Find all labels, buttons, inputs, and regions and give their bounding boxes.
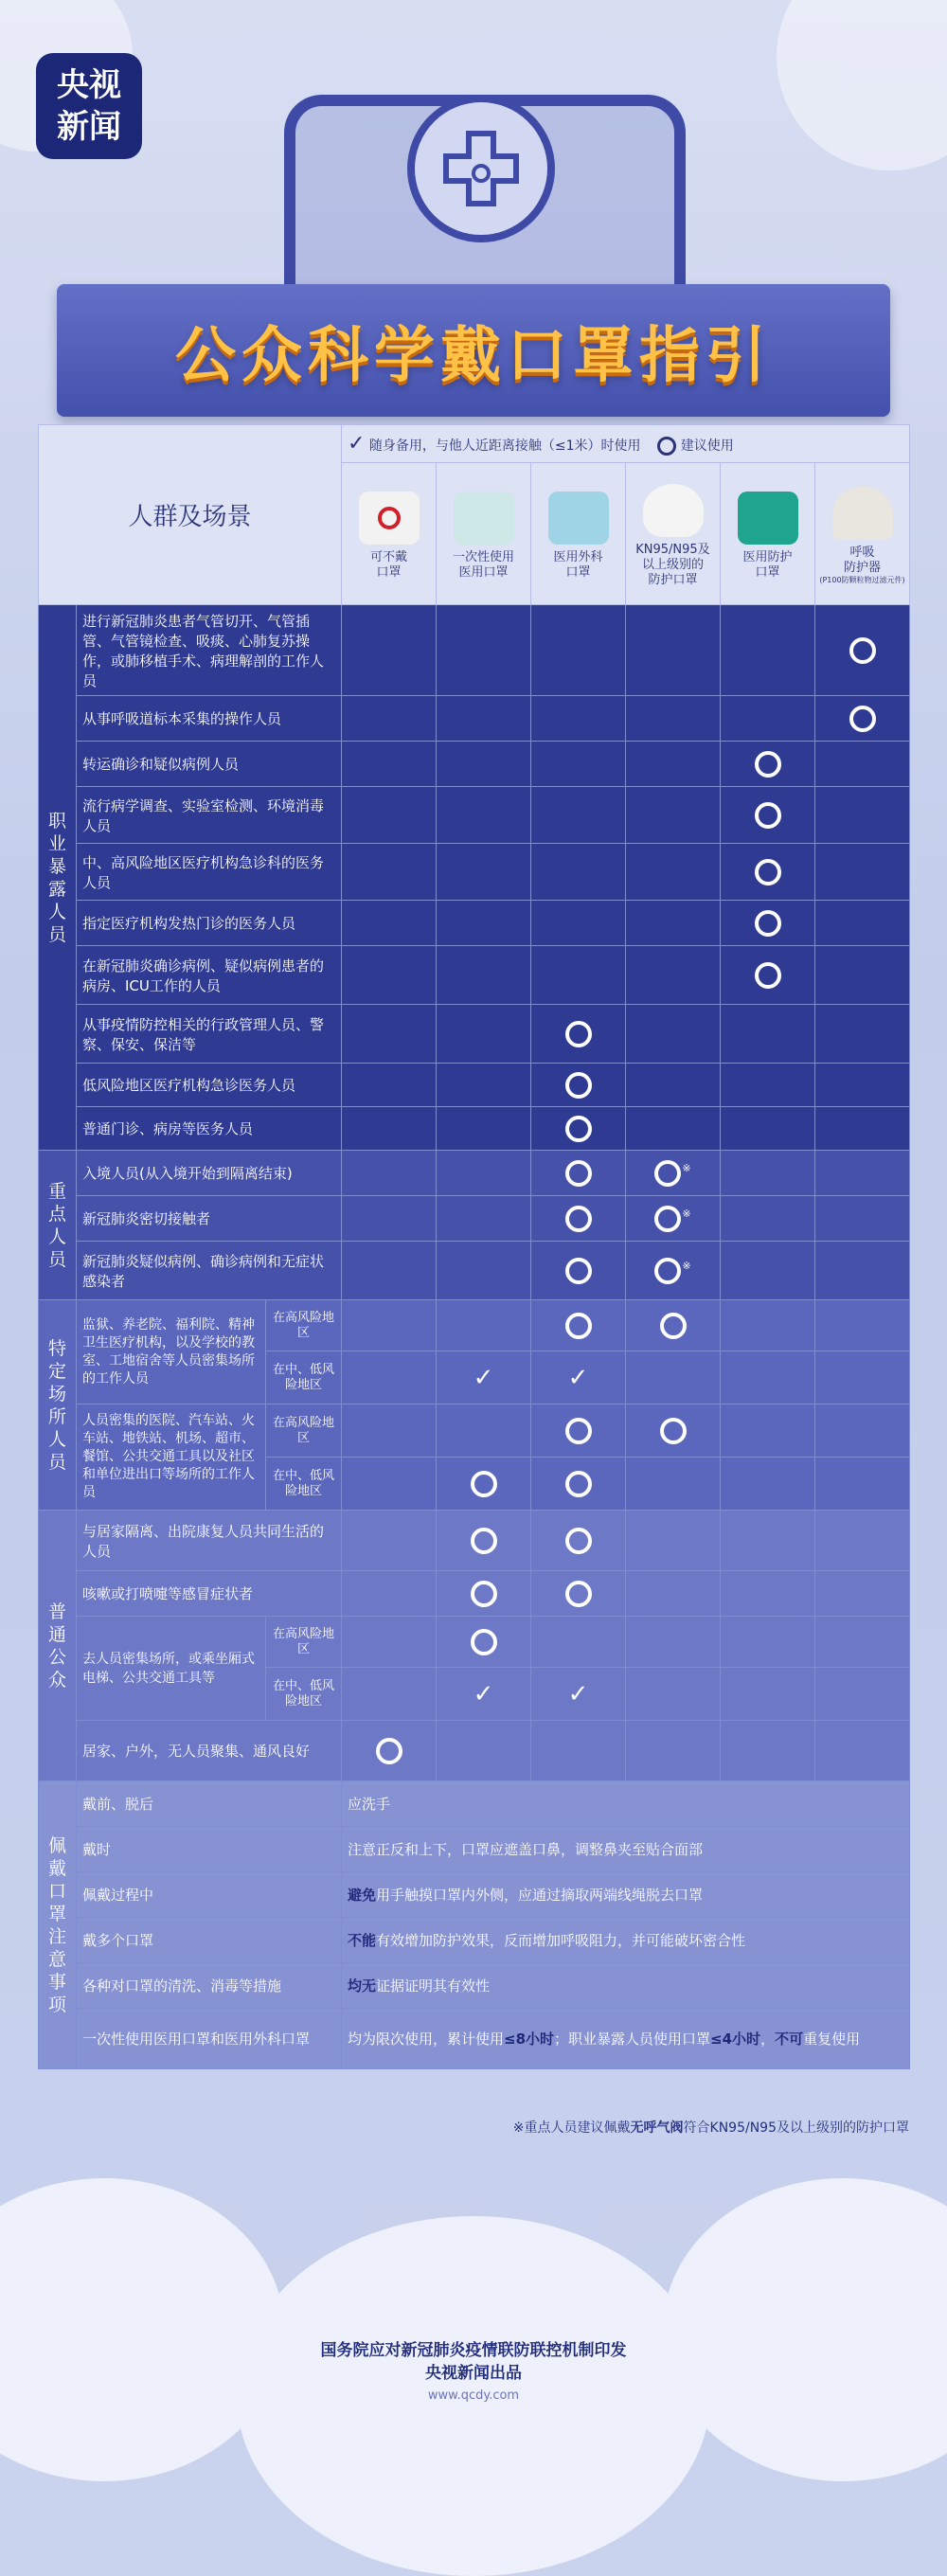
check-icon: ✓ — [473, 1363, 494, 1392]
table-row: 在新冠肺炎确诊病例、疑似病例患者的病房、ICU工作的人员 — [39, 946, 910, 1005]
title-banner — [57, 284, 890, 417]
check-icon: ✓ — [348, 432, 366, 456]
table-row: 普通公众 与居家隔离、出院康复人员共同生活的人员 — [39, 1511, 910, 1571]
category-key-persons: 重点人员 — [39, 1151, 77, 1300]
recommend-circle-icon — [565, 1021, 592, 1047]
category-occupational: 职业暴露人员 — [39, 605, 77, 1151]
recommend-circle-icon — [660, 1418, 687, 1444]
recommend-circle-icon — [565, 1160, 592, 1187]
table-row: 人员密集的医院、汽车站、火车站、地铁站、机场、超市、餐馆、公共交通工具以及社区和单位进出口等场所的工作人员 在高风险地区 — [39, 1404, 910, 1458]
respirator-icon — [832, 487, 893, 540]
table-row: 咳嗽或打喷嚏等感冒症状者 — [39, 1571, 910, 1617]
note-row: 一次性使用医用口罩和医用外科口罩 均为限次使用，累计使用≤8小时；职业暴露人员使用口罩≤4小时，不可重复使用 — [39, 2009, 910, 2069]
table-row: 普通门诊、病房等医务人员 — [39, 1107, 910, 1151]
recommend-circle-icon — [565, 1258, 592, 1284]
table-row: 指定医疗机构发热门诊的医务人员 — [39, 901, 910, 946]
legend: ✓ 随身备用，与他人近距离接触（≤1米）时使用 建议使用 — [342, 425, 910, 463]
note-row: 各种对口罩的清洗、消毒等措施 均无证据证明其有效性 — [39, 1963, 910, 2009]
check-icon: ✓ — [567, 1363, 589, 1392]
recommend-circle-icon — [565, 1471, 592, 1497]
no-mask-icon — [359, 492, 420, 545]
surgical-mask-icon — [548, 492, 609, 545]
table-row: 中、高风险地区医疗机构急诊科的医务人员 — [39, 844, 910, 901]
mask-col-disposable: 一次性使用 医用口罩 — [437, 463, 531, 605]
medical-cross-icon — [407, 95, 555, 242]
table-row: 新冠肺炎密切接触者 ※ — [39, 1196, 910, 1242]
category-public: 普通公众 — [39, 1511, 77, 1781]
scene-header: 人群及场景 — [39, 425, 342, 605]
recommend-circle-icon — [565, 1313, 592, 1339]
cctv-news-logo: 央视 新闻 — [36, 53, 142, 159]
recommend-circle-icon — [755, 859, 781, 886]
mask-col-respirator: 呼吸 防护器 (P100防颗粒物过滤元件) — [815, 463, 910, 605]
circle-icon — [657, 437, 676, 456]
table-row: 去人员密集场所，或乘坐厢式电梯、公共交通工具等 在高风险地区 — [39, 1617, 910, 1668]
mask-col-none: 可不戴 口罩 — [342, 463, 437, 605]
recommend-circle-icon — [755, 802, 781, 829]
table-row: 从事呼吸道标本采集的操作人员 — [39, 696, 910, 742]
recommend-circle-icon — [755, 910, 781, 937]
recommend-circle-icon — [849, 706, 876, 732]
note-row: 佩戴口罩注意事项 戴前、脱后 应洗手 — [39, 1781, 910, 1827]
recommend-circle-icon — [755, 962, 781, 989]
recommend-circle-icon — [565, 1528, 592, 1554]
table-row: 居家、户外，无人员聚集、通风良好 — [39, 1721, 910, 1781]
table-row: 在中、低风险地区 ✓ ✓ — [39, 1668, 910, 1721]
recommend-circle-icon — [471, 1581, 497, 1607]
table-row: 在中、低风险地区 ✓ ✓ — [39, 1351, 910, 1404]
mask-col-medical-protective: 医用防护 口罩 — [721, 463, 815, 605]
legend-row — [39, 425, 910, 463]
category-notes: 佩戴口罩注意事项 — [39, 1781, 77, 2069]
recommend-circle-icon — [849, 637, 876, 664]
table-row: 低风险地区医疗机构急诊医务人员 — [39, 1064, 910, 1107]
category-specific-places: 特定场所人员 — [39, 1300, 77, 1511]
table-row: 新冠肺炎疑似病例、确诊病例和无症状感染者 ※ — [39, 1242, 910, 1300]
guide-table-panel — [38, 424, 909, 2069]
table-row: 在中、低风险地区 — [39, 1458, 910, 1511]
table-row: 流行病学调查、实验室检测、环境消毒人员 — [39, 787, 910, 844]
note-row: 戴时 注意正反和上下，口罩应遮盖口鼻，调整鼻夹至贴合面部 — [39, 1827, 910, 1872]
note-row: 佩戴过程中 避免用手触摸口罩内外侧，应通过摘取两端线绳脱去口罩 — [39, 1872, 910, 1918]
table-row: 职业暴露人员 进行新冠肺炎患者气管切开、气管插管、气管镜检查、吸痰、心肺复苏操作，或肺移植手术、病理解剖的工作人员 — [39, 605, 910, 696]
recommend-circle-icon — [565, 1116, 592, 1142]
table-row: 重点人员 入境人员(从入境开始到隔离结束) ※ — [39, 1151, 910, 1196]
recommend-circle-icon — [654, 1160, 681, 1187]
recommend-circle-icon — [660, 1313, 687, 1339]
kn95-mask-icon — [643, 484, 704, 537]
footnote: ※重点人员建议佩戴无呼气阀符合KN95/N95及以上级别的防护口罩 — [512, 2120, 909, 2136]
recommend-circle-icon — [376, 1738, 402, 1764]
recommend-circle-icon — [755, 751, 781, 778]
recommend-circle-icon — [565, 1418, 592, 1444]
disposable-mask-icon — [454, 492, 514, 545]
note-row: 戴多个口罩 不能有效增加防护效果，反而增加呼吸阻力，并可能破坏密合性 — [39, 1918, 910, 1963]
medical-protective-mask-icon — [738, 492, 798, 545]
recommend-circle-icon — [471, 1528, 497, 1554]
table-row: 特定场所人员 监狱、养老院、福利院、精神卫生医疗机构，以及学校的教室、工地宿舍等人员密集场所的工作人员 在高风险地区 — [39, 1300, 910, 1351]
recommend-circle-icon — [565, 1072, 592, 1099]
recommend-circle-icon — [654, 1206, 681, 1232]
mask-col-surgical: 医用外科 口罩 — [531, 463, 626, 605]
guide-table — [38, 424, 910, 2069]
recommend-circle-icon — [565, 1581, 592, 1607]
check-icon: ✓ — [473, 1679, 494, 1708]
recommend-circle-icon — [654, 1258, 681, 1284]
recommend-circle-icon — [565, 1206, 592, 1232]
mask-col-kn95: KN95/N95及 以上级别的 防护口罩 — [626, 463, 721, 605]
table-row: 转运确诊和疑似病例人员 — [39, 742, 910, 787]
recommend-circle-icon — [471, 1629, 497, 1655]
recommend-circle-icon — [471, 1471, 497, 1497]
page-title: 公众科学戴口罩指引 — [175, 321, 772, 391]
check-icon: ✓ — [567, 1679, 589, 1708]
publisher-credit: 国务院应对新冠肺炎疫情联防联控机制印发 央视新闻出品 www.qcdy.com — [320, 2341, 627, 2403]
table-row: 从事疫情防控相关的行政管理人员、警察、保安、保洁等 — [39, 1005, 910, 1064]
